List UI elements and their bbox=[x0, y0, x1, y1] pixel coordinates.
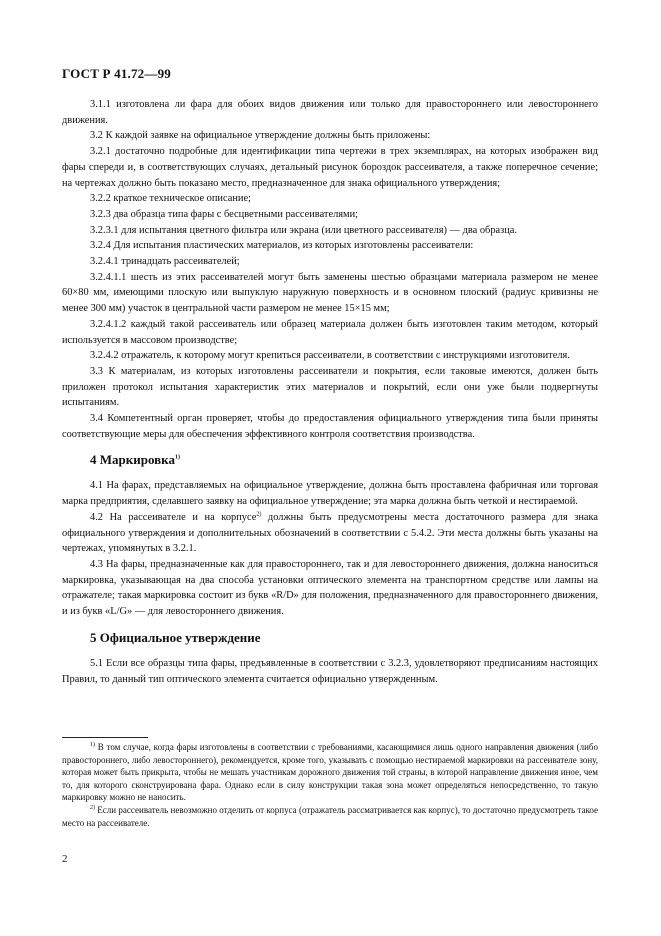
footnote bbox=[62, 804, 598, 829]
paragraph: 3.2.4.1.2 каждый такой рассеиватель или образец материала должен быть изготовлен таким методом, который используется в массовом производстве; bbox=[62, 318, 598, 346]
footnote-mark: 2) bbox=[90, 804, 95, 811]
paragraph: 3.2.3 два образца типа фары с бесцветными рассеивателями; bbox=[90, 208, 359, 220]
footnotes bbox=[62, 741, 598, 829]
paragraph: 3.2.4 Для испытания пластических материалов, из которых изготовлены рассеиватели: bbox=[90, 240, 474, 252]
paragraph: 3.2 К каждой заявке на официальное утверждение должны быть приложены: bbox=[90, 130, 431, 142]
paragraph: 3.2.4.1 тринадцать рассеивателей; bbox=[90, 256, 240, 268]
paragraph-text: должны быть предусмотрены места достаточного размера для знака официального утверждения и дополнительных обозначений в соответствии с 5.4.2. Эти места должны быть указаны на чертежах, упомянутых в 3.2.1. bbox=[62, 511, 598, 555]
paragraph: 4.3 На фары, предназначенные как для правостороннего, так и для левостороннего движения, должна наноситься маркировка, указывающая на два способа установки оптического элемента на транспортном средстве или лампы на отражателе; такая маркировка состоит из букв «R/D» для положения, предназначенного для правостороннего движения, и из букв «L/G» — для левостороннего движения. bbox=[62, 558, 598, 618]
paragraph: 3.2.2 краткое техническое описание; bbox=[90, 193, 251, 205]
footnote-ref[interactable]: 2) bbox=[256, 511, 262, 518]
section-heading-approval: 5 Официальное утверждение bbox=[90, 629, 261, 645]
paragraph-text: 4.2 На рассеивателе и на корпусе bbox=[90, 511, 257, 523]
paragraph: 3.2.1 достаточно подробные для идентификации типа чертежи в трех экземплярах, на которых изображен вид фары спереди и, в соответствующих случаях, детальный рисунок бороздок рассеивателя, а также поперечное сечение; на чертежах должно быть показано место, предназначенное для знака официального утверждения; bbox=[62, 146, 598, 189]
footnote-separator bbox=[62, 737, 148, 738]
paragraph: 3.4 Компетентный орган проверяет, чтобы до предоставления официального утверждения типа были приняты соответствующие меры для обеспечения эффективного контроля соответствия производства. bbox=[62, 413, 598, 440]
paragraph bbox=[62, 510, 598, 557]
page-number: 2 bbox=[62, 853, 68, 865]
paragraph: 3.2.3.1 для испытания цветного фильтра или экрана (или цветного рассеивателя) — два образца. bbox=[90, 224, 518, 236]
body-text bbox=[62, 97, 598, 687]
footnote bbox=[62, 741, 598, 804]
footnote-ref[interactable]: 1) bbox=[174, 455, 180, 462]
paragraph: 3.3 К материалам, из которых изготовлены рассеиватели и покрытия, если таковые имеются, должен быть приложен протокол испытания характеристик этих материалов и покрытий, если они уже были подвергнуты испытаниям. bbox=[62, 365, 598, 409]
paragraph: 5.1 Если все образцы типа фары, предъявленные в соответствии с 3.2.3, удовлетворяют предписаниям настоящих Правил, то данный тип оптического элемента считается официально утвержденным. bbox=[62, 657, 598, 685]
paragraph: 3.2.4.1.1 шесть из этих рассеивателей могут быть заменены шестью образцами материала размером не менее 60×80 мм, имеющими плоскую или выпуклую наружную поверхность и в основном плоский (радиус кривизны не менее 300 мм) участок в центральной части размером не менее 15×15 мм; bbox=[62, 271, 598, 315]
section-title: 4 Маркировка bbox=[90, 452, 175, 468]
paragraph: 3.2.4.2 отражатель, к которому могут крепиться рассеиватели, в соответствии с инструкциями изготовителя. bbox=[90, 350, 570, 362]
section-heading-marking bbox=[90, 452, 598, 468]
paragraph: 3.1.1 изготовлена ли фара для обоих видов движения или только для правостороннего или левостороннего движения. bbox=[62, 99, 598, 126]
doc-header: ГОСТ Р 41.72—99 bbox=[62, 66, 171, 81]
footnote-text: Если рассеиватель невозможно отделить от корпуса (отражатель рассматривается как корпус), то достаточно предусмотреть такое место на рассеивателе. bbox=[62, 804, 598, 828]
paragraph: 4.1 На фарах, представляемых на официальное утверждение, должна быть проставлена фабричная или торговая марка предприятия, сделавшего заявку на официальное утверждение; эта марка должна быть четкой и нестираемой. bbox=[62, 480, 598, 508]
footnote-text: В том случае, когда фары изготовлены в соответствии с требованиями, касающимися лишь одного направления движения (либо правостороннего, либо левостороннего), рекомендуется, кроме того, указывать с помощью нестираемой маркировки на рассеивателе зону, которая может быть прикрыта, чтобы не мешать участникам дорожного движения той страны, в которой направление движения иное, чем то, для которого сконструирована фара. Однако если в силу конструкции такая зона может определяться непосредственно, то такую маркировку можно не наносить. bbox=[62, 742, 598, 803]
footnote-mark: 1) bbox=[90, 742, 95, 748]
